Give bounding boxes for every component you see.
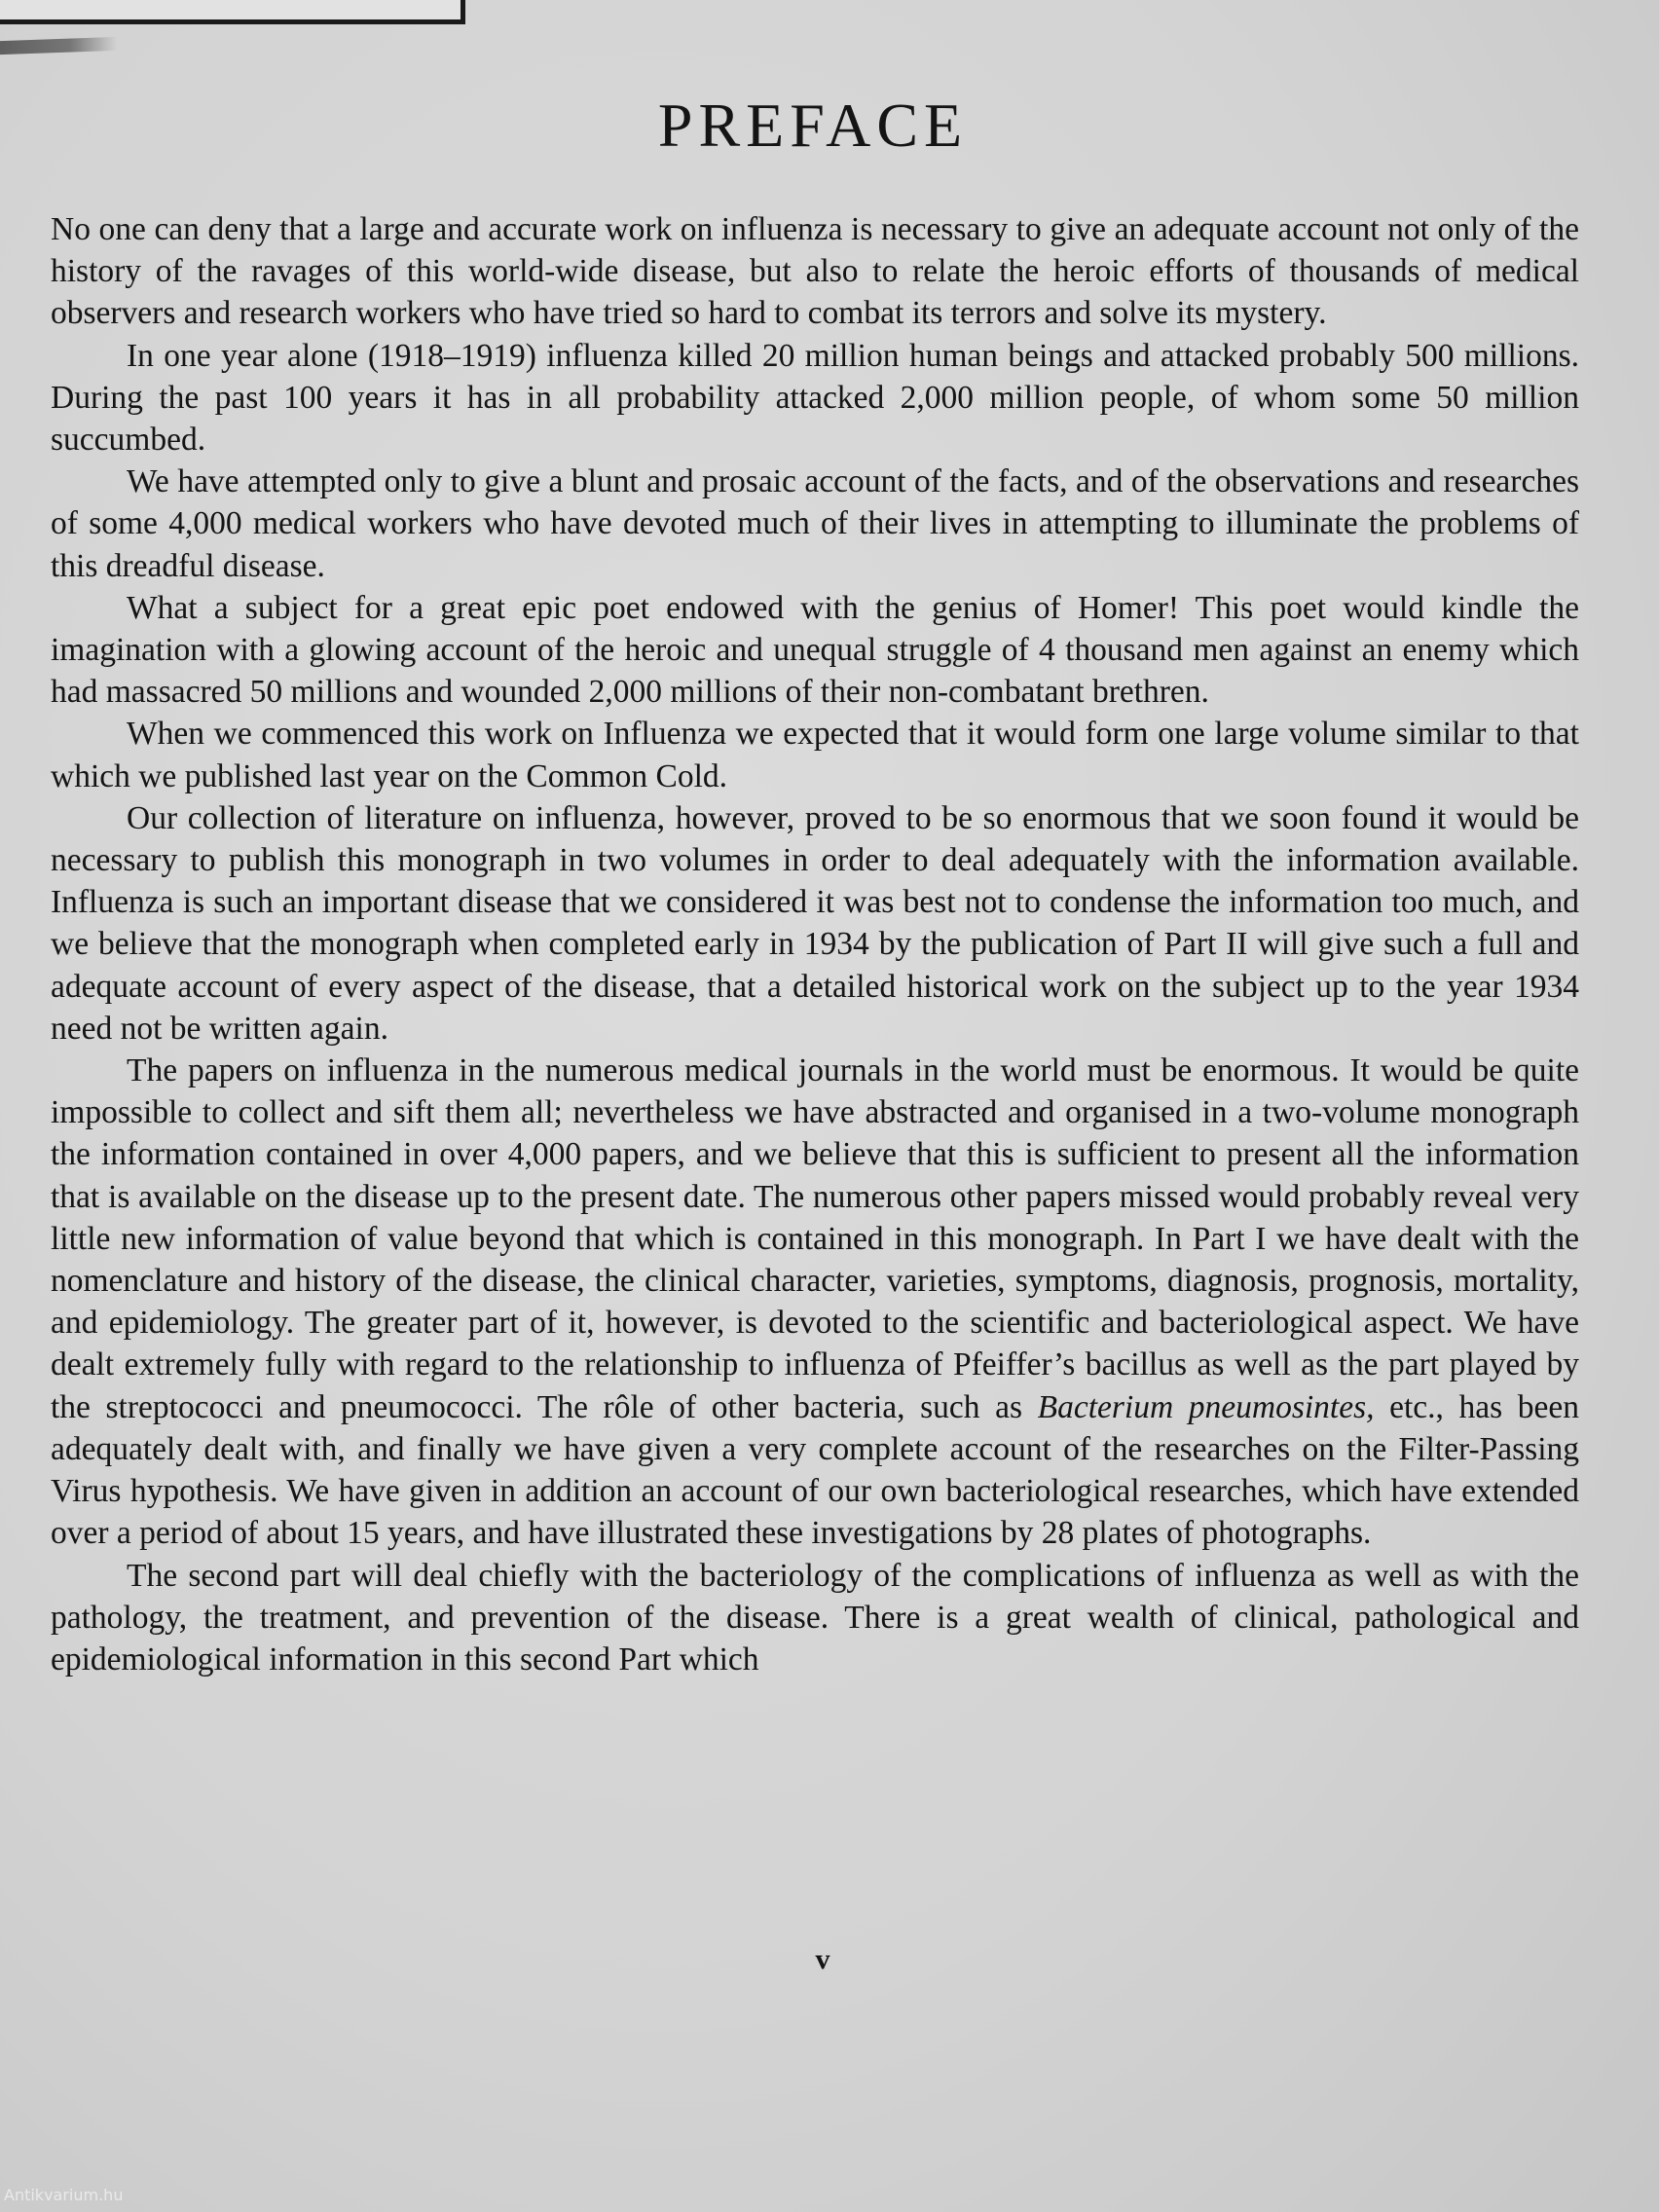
- corner-shadow: [0, 37, 117, 55]
- page-number: v: [815, 1943, 830, 1975]
- paragraph-7-main: The papers on influenza in the numerous medical journals in the world must be enormous. It would be quite impossible to collect and sift them all; nevertheless we have abstracted and organised in a two-volume monograph the information contained in over 4,000 papers, and we believe that this is sufficient to present all the information that is available on the disease up to the present date. The numerous other papers missed would probably reveal very little new information of value beyond that which is contained in this monograph. In Part I we have dealt with the nomenclature and history of the disease, the clinical character, varieties, symptoms, diagnosis, prognosis, mortality, and epidemiology. The greater part of it, however, is devoted to the scientific and bacteriological aspect. We have dealt extremely fully with regard to the relationship to influenza of Pfeiffer’s bacillus as well as the part played by the streptococci and pneumococci. The rôle of other bacteria, such as: [51, 1052, 1579, 1425]
- watermark: Antikvarium.hu: [4, 2186, 124, 2204]
- corner-frame: [0, 0, 465, 24]
- paragraph-7-italic-term: Bacterium pneumosintes,: [1037, 1388, 1375, 1425]
- paragraph-7-tail: etc., has been adequately dealt with, and finally we have given a very complete account of the researches on the Filter-Passing Virus hypothesis. We have given in addition an account of our own bacteriological researches, which have extended over a period of about 15 years, and have illustrated these investigations by 28 plates of photographs.: [51, 1388, 1579, 1552]
- paragraph-3: We have attempted only to give a blunt and prosaic account of the facts, and of the observations and researches of some 4,000 medical workers who have devoted much of their lives in attempting to illuminate the problems of this dreadful disease.: [51, 463, 1579, 584]
- paragraph-7: [51, 1050, 1579, 1554]
- page-title: PREFACE: [657, 91, 969, 160]
- preface-body: [51, 208, 1579, 1680]
- paragraph-8: The second part will deal chiefly with the bacteriology of the complications of influenza as well as with the pathology, the treatment, and prevention of the disease. There is a great wealth of clinical, pathological and epidemiological information in this second Part which: [51, 1557, 1579, 1677]
- paragraph-5: When we commenced this work on Influenza we expected that it would form one large volume similar to that which we published last year on the Common Cold.: [51, 716, 1579, 794]
- paragraph-6: Our collection of literature on influenza, however, proved to be so enormous that we soon found it would be necessary to publish this monograph in two volumes in order to deal adequately with the information available. Influenza is such an important disease that we considered it was best not to condense the information too much, and we believe that the monograph when completed early in 1934 by the publication of Part II will give such a full and adequate account of every aspect of the disease, that a detailed historical work on the subject up to the year 1934 need not be written again.: [51, 799, 1579, 1047]
- paragraph-1: No one can deny that a large and accurate work on influenza is necessary to give an adequate account not only of the history of the ravages of this world-wide disease, but also to relate the heroic efforts of thousands of medical observers and research workers who have tried so hard to combat its terrors and solve its mystery.: [51, 211, 1579, 332]
- paragraph-2: In one year alone (1918–1919) influenza killed 20 million human beings and attacked probably 500 millions. During the past 100 years it has in all probability attacked 2,000 million people, of whom some 50 million succumbed.: [51, 337, 1579, 459]
- paragraph-4: What a subject for a great epic poet endowed with the genius of Homer! This poet would kindle the imagination with a glowing account of the heroic and unequal struggle of 4 thousand men against an enemy which had massacred 50 millions and wounded 2,000 millions of their non-combatant brethren.: [51, 589, 1579, 711]
